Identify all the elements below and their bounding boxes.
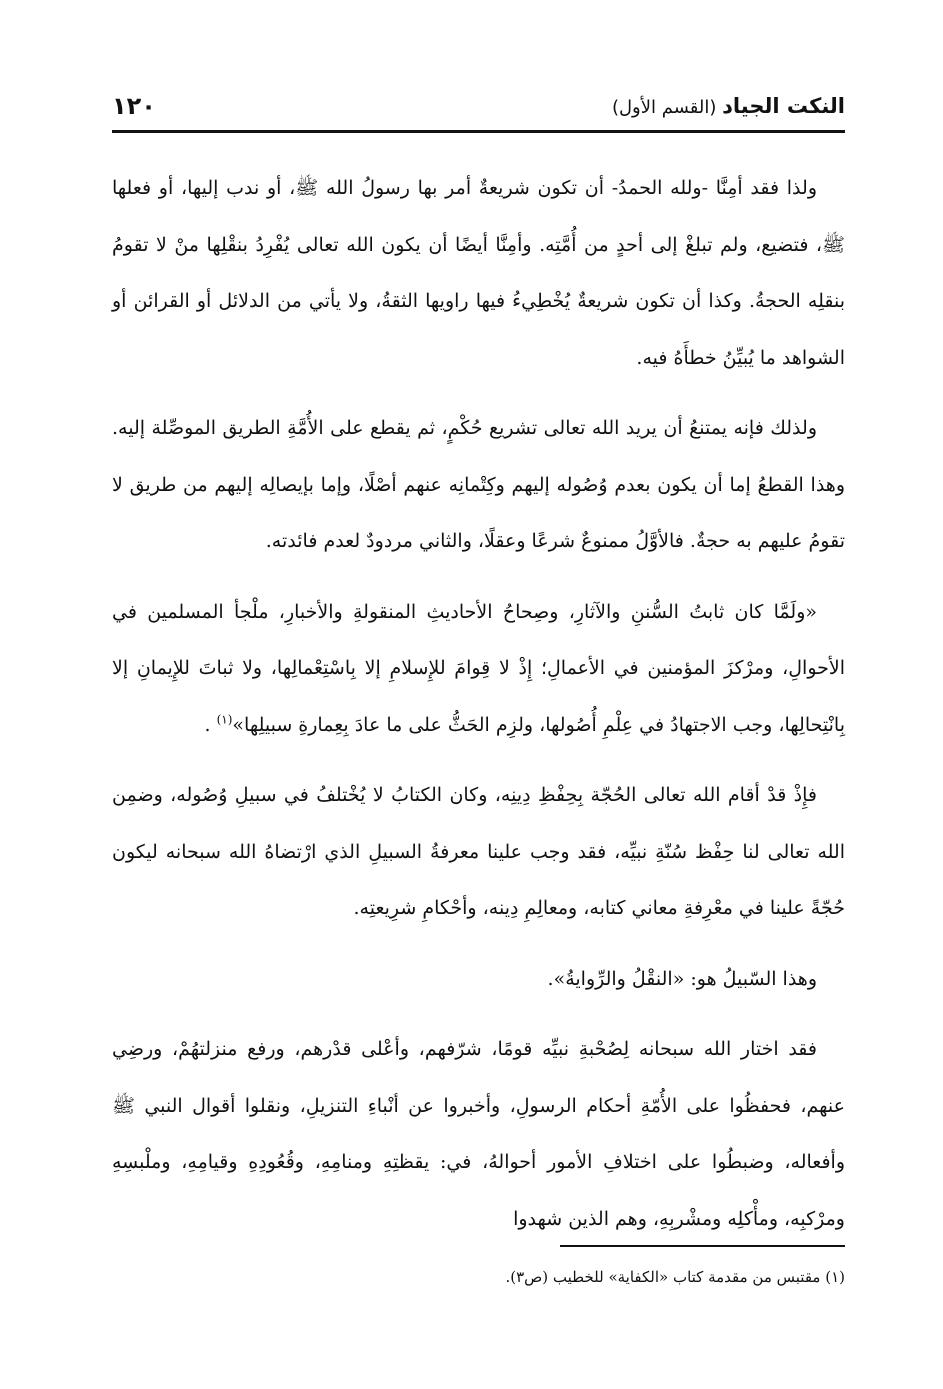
section-label: (القسم الأول) bbox=[611, 97, 717, 118]
header-rule bbox=[112, 130, 845, 133]
footnote-reference: (١) bbox=[216, 712, 233, 727]
quote-text: «ولَمَّا كان ثابتُ السُّننِ والآثارِ، وصِحاحُ الأحاديثِ المنقولةِ والأخبارِ، ملْجأ المسلمين في الأحوالِ، ومرْكزَ المؤمنين في الأعمالِ؛ إِذْ لا قِوامَ للإِسلامِ إلا بِاسْتِعْمالِها، ولا ثباتَ للإِيمانِ إلا بِانْتِحالِها، وجب الاجتهادُ في عِلْمِ أُصُولها، ولزِم الحَثُّ على ما عادَ بِعِمارةِ سبيلِها» bbox=[112, 600, 845, 736]
quoted-paragraph: «ولَمَّا كان ثابتُ السُّننِ والآثارِ، وصِحاحُ الأحاديثِ المنقولةِ والأخبارِ، ملْجأ المسلمين في الأحوالِ، ومرْكزَ المؤمنين في الأعمالِ؛ إِذْ لا قِوامَ للإِسلامِ إلا بِاسْتِعْمالِها، ولا ثباتَ للإِيمانِ إلا بِانْتِحالِها، وجب الاجتهادُ في عِلْمِ أُصُولها، ولزِم الحَثُّ على ما عادَ بِعِمارةِ سبيلِها»$^{(١)}$ . bbox=[112, 600, 845, 736]
paragraph-5: وهذا السّبيلُ هو: «النقْلُ والرِّوايةُ». bbox=[547, 967, 817, 990]
paragraph-4: فإِذْ قدْ أقام الله تعالى الحُجّة بِحِفْظِ دِينِه، وكان الكتابُ لا يُخْتلفُ في سبيلِ وُصُوله، وضمِن الله تعالى لنا حِفْظ سُنّةِ نبيِّه، فقد وجب علينا معرفةُ السبيلِ الذي ارْتضاهُ الله سبحانه ليكون حُجّةً علينا في معْرِفةِ معاني كتابه، ومعالِمِ دِينه، وأحْكامِ شرِيعتِه. bbox=[112, 784, 845, 919]
footnote-rule bbox=[560, 1245, 845, 1247]
paragraph-2: ولذلك فإنه يمتنعُ أن يريد الله تعالى تشريع حُكْمٍ، ثم يقطع على الأُمَّةِ الطريق الموصِّلة إليه. وهذا القطعُ إما أن يكون بعدم وُصُوله إليهم وكِتْمانِه عنهم أصْلًا، وإما بإيصالِه إليهم من طريق لا تقومُ عليهم به حجةٌ. فالأوَّلُ ممنوعٌ شرعًا وعقلًا، والثاني مردودٌ لعدم فائدته. bbox=[112, 417, 845, 552]
paragraph-1: ولذا فقد أمِنَّا -ولله الحمدُ- أن تكون شريعةٌ أمر بها رسولُ الله ﷺ، أو ندب إليها، أو فعلها ﷺ، فتضيع، ولم تبلغْ إلى أحدٍ من أُمَّتِه. وأمِنَّا أيضًا أن يكون الله تعالى يُفْرِدُ بنقْلِها منْ لا تقومُ بنقلِه الحجةُ. وكذا أن تكون شريعةٌ يُخْطِيءُ فيها راويها الثقةُ، ولا يأتي من الدلائل أو القرائن أو الشواهد ما يُبيِّنُ خطأَهُ فيه. bbox=[112, 177, 845, 369]
page-header bbox=[112, 88, 845, 124]
book-title: النكت الجياد bbox=[722, 94, 845, 118]
page-number: ١٢٠ bbox=[112, 92, 156, 120]
paragraph-6: فقد اختار الله سبحانه لِصُحْبةِ نبيِّه قومًا، شرّفهم، وأعْلى قدْرهم، ورفع منزلتهُمْ، ورضِي عنهم، فحفظُوا على الأُمّةِ أحكام الرسولِ، وأخبروا عن أنْباءِ التنزيلِ، ونقلوا أقوال النبي ﷺ وأفعاله، وضبطُوا على اختلافِ الأمور أحوالهُ، في: يقظتِهِ ومنامِهِ، وقُعُودِهِ وقيامِهِ، وملْبسِهِ ومرْكبِه، ومأْكلِه ومشْربِهِ، وهم الذين شهدوا bbox=[112, 1038, 845, 1230]
running-title bbox=[612, 94, 845, 118]
footnote: (١) مقتبس من مقدمة كتاب «الكفاية» للخطيب (ص٣). bbox=[505, 1268, 845, 1286]
main-text bbox=[112, 160, 845, 1261]
